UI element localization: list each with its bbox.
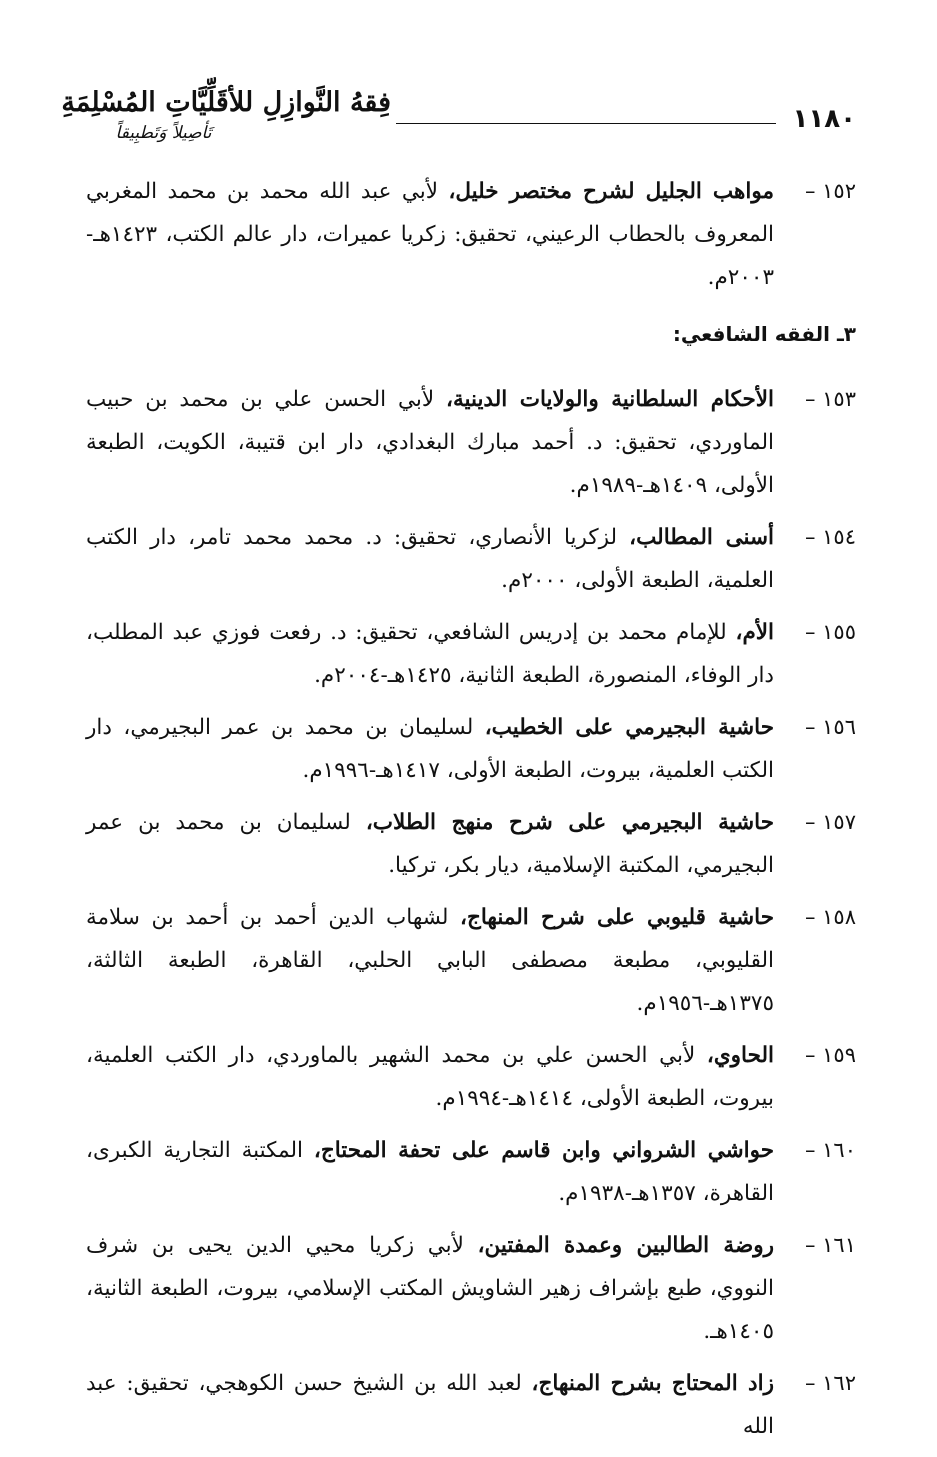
running-header xyxy=(61,84,856,154)
entry-details: لعبد الله بن الشيخ حسن الكوهجي، تحقيق: عبد الله xyxy=(86,1371,774,1439)
entry-details: المكتبة التجارية الكبرى، القاهرة، ١٣٥٧هـ-١٩٣٨م. xyxy=(86,1138,774,1206)
entry-title: حاشية قليوبي على شرح المنهاج، xyxy=(460,905,774,930)
entry-title: حاشية البجيرمي على الخطيب، xyxy=(484,715,774,740)
bibliography-entry xyxy=(86,1034,856,1120)
entry-number: ١٥٨ – xyxy=(804,905,856,929)
entry-title: أسنى المطالب، xyxy=(629,525,774,550)
bibliography-entry xyxy=(86,1362,856,1448)
book-title: فِقهُ النَّوازِلِ للأقَلِّيَّاتِ المُسْلِمَةِ xyxy=(61,87,391,118)
entry-title: مواهب الجليل لشرح مختصر خليل، xyxy=(448,179,774,204)
entry-details: لأبي الحسن علي بن محمد بن حبيب الماوردي، تحقيق: د. أحمد مبارك البغدادي، دار ابن قتيبة، الكويت، الطبعة الأولى، ١٤٠٩هـ-١٩٨٩م. xyxy=(86,387,774,498)
book-subtitle: تَأصِيلاً وَتَطبِيقاً xyxy=(115,123,212,143)
entry-details: لأبي الحسن علي بن محمد الشهير بالماوردي، دار الكتب العلمية، بيروت، الطبعة الأولى، ١٤١٤هـ-١٩٩٤م. xyxy=(86,1043,774,1111)
entry-title: الأحكام السلطانية والولايات الدينية، xyxy=(446,387,775,412)
bibliography-entry xyxy=(86,611,856,697)
bibliography-entry xyxy=(86,516,856,602)
entry-title: الحاوي، xyxy=(706,1043,774,1068)
entry-details: لشهاب الدين أحمد بن أحمد بن سلامة القليوبي، مطبعة مصطفى البابي الحلبي، القاهرة، الطبعة الثالثة، ١٣٧٥هـ-١٩٥٦م. xyxy=(86,905,774,1016)
bibliography-entry xyxy=(86,1224,856,1353)
entry-details: للإمام محمد بن إدريس الشافعي، تحقيق: د. رفعت فوزي عبد المطلب، دار الوفاء، المنصورة، الطبعة الثانية، ١٤٢٥هـ-٢٠٠٤م. xyxy=(86,620,774,688)
entry-details: لسليمان بن محمد بن عمر البجيرمي، دار الكتب العلمية، بيروت، الطبعة الأولى، ١٤١٧هـ-١٩٩٦م. xyxy=(86,715,774,783)
entry-number: ١٥٦ – xyxy=(804,715,856,739)
header-rule xyxy=(396,123,776,124)
entry-number: ١٥٣ – xyxy=(804,387,856,411)
entry-title: روضة الطالبين وعمدة المفتين، xyxy=(477,1233,774,1258)
entry-details: لسليمان بن محمد بن عمر البجيرمي، المكتبة الإسلامية، ديار بكر، تركيا. xyxy=(86,810,774,878)
entry-number: ١٦١ – xyxy=(804,1233,856,1257)
entry-number: ١٥٤ – xyxy=(804,525,856,549)
bibliography-entry xyxy=(86,378,856,507)
entry-title: الأم، xyxy=(735,620,774,645)
bibliography-entry xyxy=(86,801,856,887)
section-heading: ٣ـ الفقه الشافعي: xyxy=(672,322,856,346)
bibliography-entry xyxy=(86,1129,856,1215)
entry-details: لأبي زكريا محيي الدين يحيى بن شرف النووي، طبع بإشراف زهير الشاويش المكتب الإسلامي، بيروت، الطبعة الثانية، ١٤٠٥هـ. xyxy=(86,1233,774,1344)
entry-number: ١٥٢ – xyxy=(804,179,856,203)
entry-details: لأبي عبد الله محمد بن محمد المغربي المعروف بالحطاب الرعيني، تحقيق: زكريا عميرات، دار عالم الكتب، ١٤٢٣هـ- ٢٠٠٣م. xyxy=(86,179,774,290)
entry-title: حاشية البجيرمي على شرح منهج الطلاب، xyxy=(365,810,774,835)
entry-title: زاد المحتاج بشرح المنهاج، xyxy=(531,1371,774,1396)
bibliography-entry xyxy=(86,706,856,792)
entry-number: ١٥٧ – xyxy=(804,810,856,834)
bibliography-content xyxy=(86,170,856,1457)
bibliography-entry xyxy=(86,170,856,299)
entry-number: ١٥٩ – xyxy=(804,1043,856,1067)
entry-number: ١٦٠ – xyxy=(804,1138,856,1162)
entry-details: لزكريا الأنصاري، تحقيق: د. محمد محمد تامر، دار الكتب العلمية، الطبعة الأولى، ٢٠٠٠م. xyxy=(86,525,774,593)
entry-title: حواشي الشرواني وابن قاسم على تحفة المحتاج، xyxy=(313,1138,774,1163)
page-number: ١١٨٠ xyxy=(792,104,856,134)
entry-number: ١٥٥ – xyxy=(804,620,856,644)
book-title-logo xyxy=(61,84,391,154)
bibliography-entry xyxy=(86,896,856,1025)
entry-number: ١٦٢ – xyxy=(804,1371,856,1395)
